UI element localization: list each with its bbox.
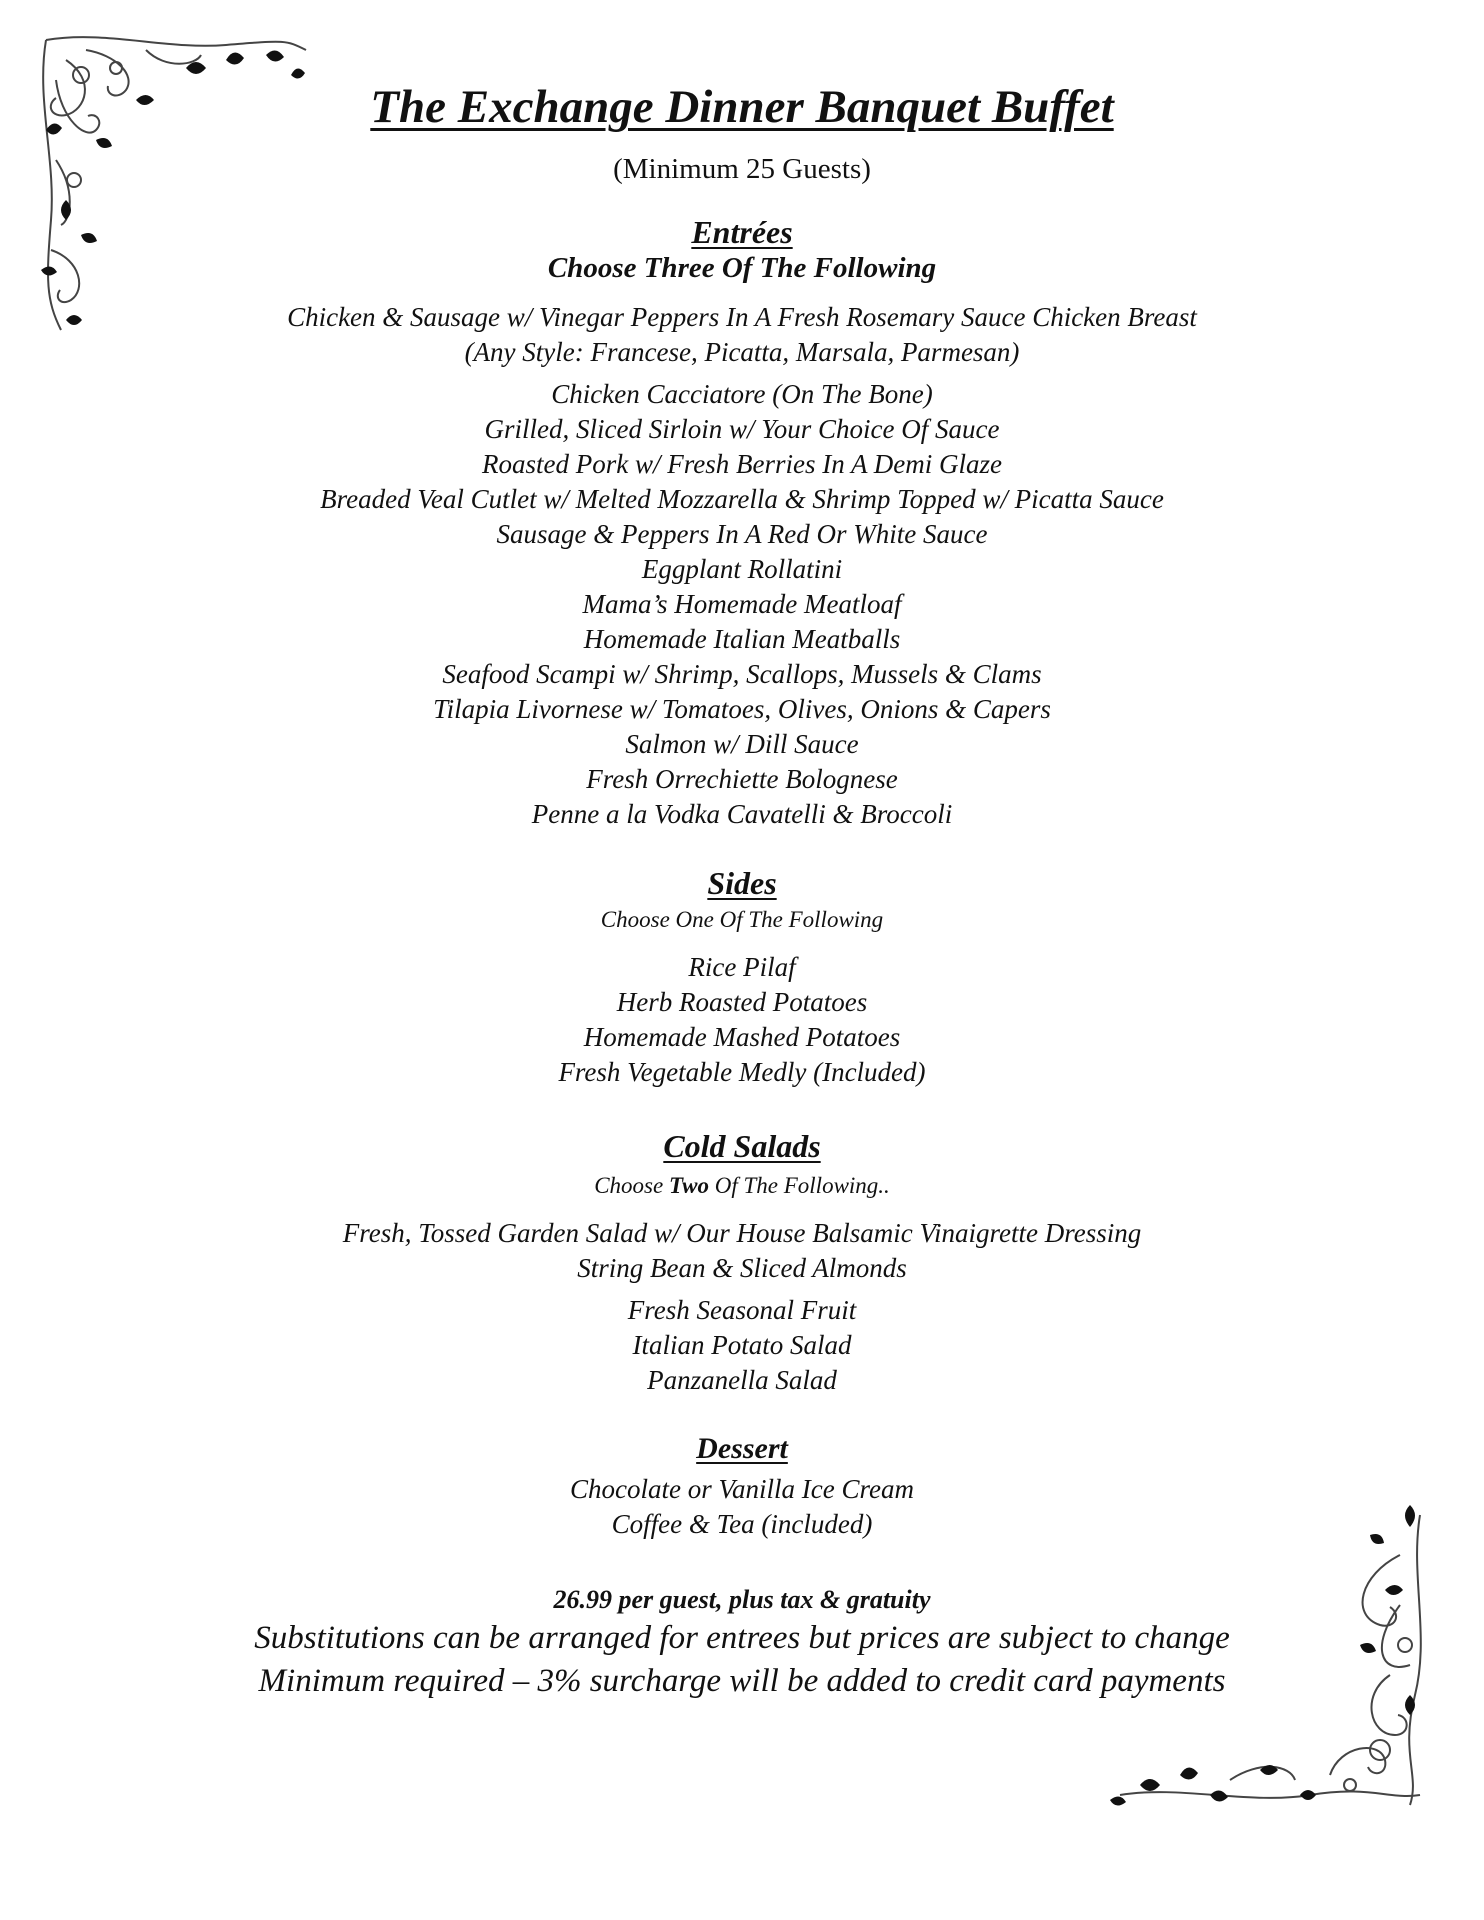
entree-item: Homemade Italian Meatballs xyxy=(583,624,901,654)
instruction-text: Choose xyxy=(594,1173,669,1198)
sides-instruction: Choose One Of The Following xyxy=(600,907,884,932)
salad-item: String Bean & Sliced Almonds xyxy=(577,1253,907,1283)
dessert-item: Chocolate or Vanilla Ice Cream xyxy=(570,1474,914,1504)
entree-item: Grilled, Sliced Sirloin w/ Your Choice Of Sauce xyxy=(484,414,1000,444)
entree-item: (Any Style: Francese, Picatta, Marsala, Parmesan) xyxy=(464,337,1020,367)
minimum-guests-note: (Minimum 25 Guests) xyxy=(613,153,871,185)
entree-item: Roasted Pork w/ Fresh Berries In A Demi Glaze xyxy=(482,449,1002,479)
entree-item: Eggplant Rollatini xyxy=(641,554,843,584)
salad-item: Fresh Seasonal Fruit xyxy=(627,1295,857,1325)
cold-salads-instruction xyxy=(0,1173,1484,1199)
price-per-guest: 26.99 per guest, plus tax & gratuity xyxy=(553,1585,931,1614)
entree-item: Breaded Veal Cutlet w/ Melted Mozzarella & Shrimp Topped w/ Picatta Sauce xyxy=(320,484,1164,514)
side-item: Herb Roasted Potatoes xyxy=(616,987,868,1017)
dessert-heading: Dessert xyxy=(696,1432,788,1465)
page-title: The Exchange Dinner Banquet Buffet xyxy=(370,81,1114,133)
surcharge-note: Minimum required – 3% surcharge will be added to credit card payments xyxy=(258,1663,1226,1699)
entree-item: Chicken Cacciatore (On The Bone) xyxy=(551,379,933,409)
substitutions-note: Substitutions can be arranged for entrees but prices are subject to change xyxy=(254,1620,1230,1656)
salad-item: Italian Potato Salad xyxy=(632,1330,852,1360)
entree-item: Sausage & Peppers In A Red Or White Sauce xyxy=(496,519,988,549)
salad-item: Fresh, Tossed Garden Salad w/ Our House Balsamic Vinaigrette Dressing xyxy=(342,1218,1142,1248)
instruction-text: Of The Following.. xyxy=(708,1173,890,1198)
entree-item: Chicken & Sausage w/ Vinegar Peppers In A Fresh Rosemary Sauce Chicken Breast xyxy=(287,302,1197,332)
entree-item: Tilapia Livornese w/ Tomatoes, Olives, Onions & Capers xyxy=(433,694,1051,724)
entree-item: Fresh Orrechiette Bolognese xyxy=(586,764,898,794)
sides-heading: Sides xyxy=(707,865,777,901)
side-item: Rice Pilaf xyxy=(688,952,796,982)
cold-salads-heading: Cold Salads xyxy=(663,1128,821,1164)
side-item: Fresh Vegetable Medly (Included) xyxy=(558,1057,926,1087)
entree-item: Penne a la Vodka Cavatelli & Broccoli xyxy=(531,799,953,829)
side-item: Homemade Mashed Potatoes xyxy=(583,1022,901,1052)
entree-item: Seafood Scampi w/ Shrimp, Scallops, Mussels & Clams xyxy=(442,659,1042,689)
entree-item: Salmon w/ Dill Sauce xyxy=(625,729,859,759)
entrees-heading: Entrées xyxy=(691,214,793,250)
salad-item: Panzanella Salad xyxy=(647,1365,837,1395)
dessert-item: Coffee & Tea (included) xyxy=(611,1509,873,1539)
instruction-emphasis: Two xyxy=(668,1173,709,1198)
entrees-instruction: Choose Three Of The Following xyxy=(547,252,937,284)
entree-item: Mama’s Homemade Meatloaf xyxy=(582,589,902,619)
